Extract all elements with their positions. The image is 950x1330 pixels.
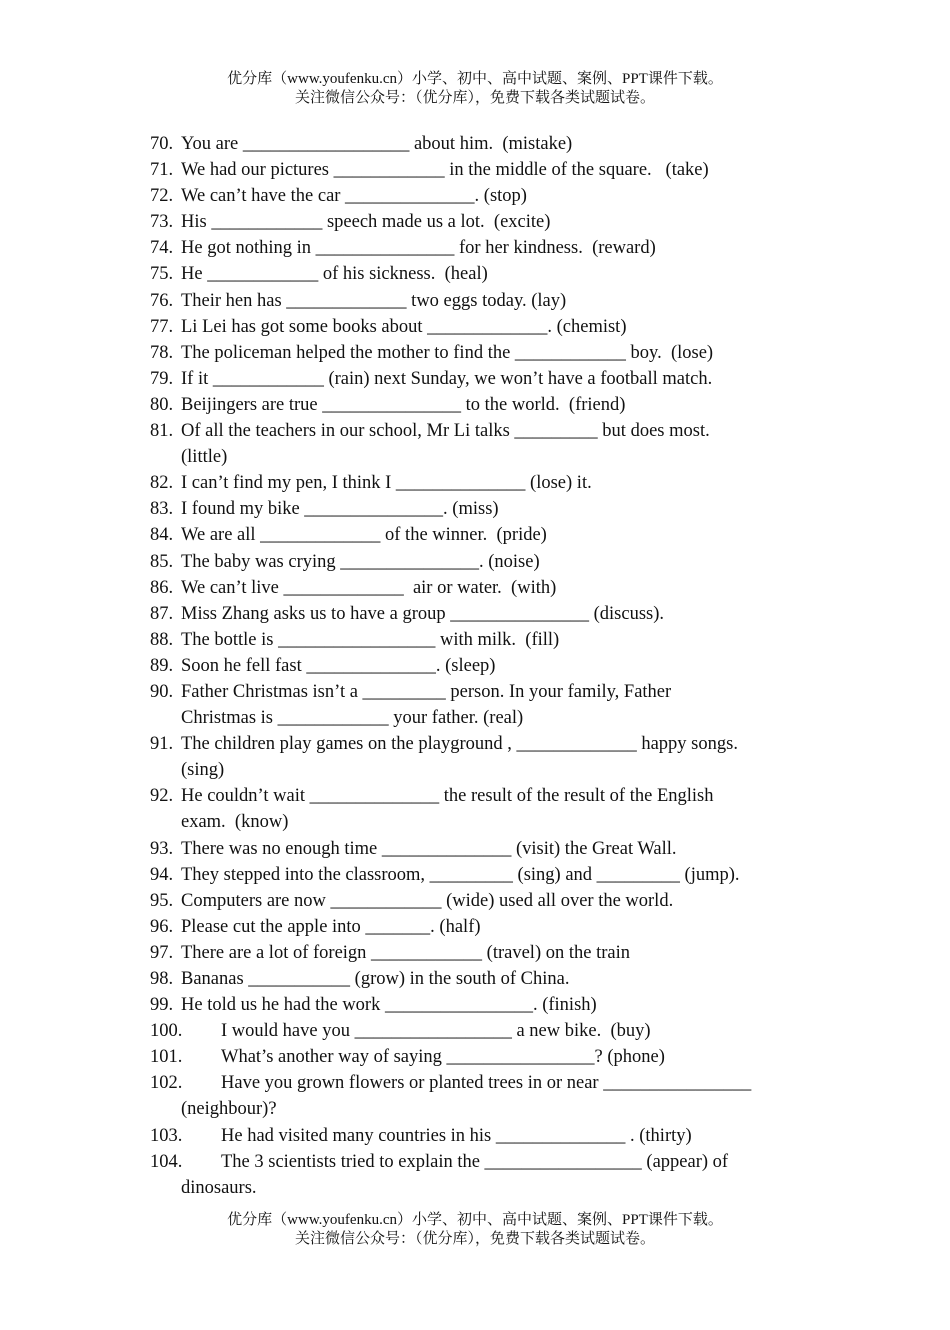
question-item — [150, 783, 799, 835]
question-number: 86. — [150, 577, 174, 598]
question-item — [150, 836, 799, 862]
question-number: 73. — [150, 212, 174, 233]
question-item — [150, 1123, 799, 1149]
question-item — [150, 601, 799, 627]
question-item — [150, 157, 799, 183]
question-number: 87. — [150, 603, 174, 624]
question-number: 84. — [150, 525, 174, 546]
question-number: 72. — [150, 186, 174, 207]
question-item — [150, 418, 799, 470]
header-line-1: 优分库（www.youfenku.cn）小学、初中、高中试题、案例、PPT课件下载。 — [227, 71, 723, 87]
question-item — [150, 209, 799, 235]
question-text: The baby was crying _______________. (noise) — [181, 551, 540, 572]
question-number: 95. — [150, 890, 174, 911]
question-text-continued: Christmas is ____________ your father. (real) — [181, 708, 524, 729]
question-text-continued: (little) — [181, 447, 228, 468]
question-number: 71. — [150, 160, 174, 181]
question-item — [150, 575, 799, 601]
question-number: 90. — [150, 681, 174, 702]
question-number: 99. — [150, 995, 174, 1016]
question-text-continued: (sing) — [181, 760, 225, 781]
question-item — [150, 653, 799, 679]
question-text: What’s another way of saying ________________? (phone) — [221, 1047, 665, 1068]
question-number: 76. — [150, 290, 174, 311]
question-item — [150, 131, 799, 157]
question-number: 74. — [150, 238, 174, 259]
question-text: His ____________ speech made us a lot. (excite) — [181, 212, 551, 233]
footer-line-2: 关注微信公众号：（优分库），免费下载各类试题试卷。 — [294, 1231, 655, 1247]
question-number: 93. — [150, 838, 174, 859]
question-item — [150, 470, 799, 496]
question-number: 79. — [150, 368, 174, 389]
question-number: 82. — [150, 473, 174, 494]
question-text: Their hen has _____________ two eggs today. (lay) — [181, 290, 567, 311]
question-text: The policeman helped the mother to find the ____________ boy. (lose) — [181, 342, 714, 363]
page-header — [0, 70, 950, 108]
question-text: Bananas ___________ (grow) in the south of China. — [181, 969, 570, 989]
question-item — [150, 314, 799, 340]
question-item — [150, 549, 799, 575]
question-number: 101. — [150, 1047, 183, 1068]
question-text: If it ____________ (rain) next Sunday, we won’t have a football match. — [181, 368, 713, 389]
footer-line-1: 优分库（www.youfenku.cn）小学、初中、高中试题、案例、PPT课件下载。 — [227, 1212, 723, 1228]
question-text: Soon he fell fast ______________. (sleep) — [181, 655, 496, 676]
question-number: 97. — [150, 942, 174, 963]
question-text: The children play games on the playground , _____________ happy songs. — [181, 734, 738, 755]
question-item — [150, 940, 799, 966]
question-text: Computers are now ____________ (wide) used all over the world. — [181, 890, 674, 911]
question-item — [150, 992, 799, 1018]
question-number: 80. — [150, 394, 174, 415]
question-item — [150, 966, 799, 992]
question-text: We are all _____________ of the winner. (pride) — [181, 525, 547, 546]
header-line-2: 关注微信公众号：（优分库），免费下载各类试题试卷。 — [294, 90, 655, 106]
question-text: He couldn’t wait ______________ the result of the result of the English — [181, 786, 714, 807]
question-number: 85. — [150, 551, 174, 572]
question-number: 88. — [150, 629, 174, 650]
question-text: There was no enough time ______________ (visit) the Great Wall. — [181, 838, 677, 859]
question-item — [150, 392, 799, 418]
question-number: 81. — [150, 421, 174, 442]
question-text: Father Christmas isn’t a _________ person. In your family, Father — [181, 681, 672, 702]
question-text: We had our pictures ____________ in the middle of the square. (take) — [181, 160, 709, 181]
question-item — [150, 1070, 799, 1122]
question-item — [150, 888, 799, 914]
question-text: The 3 scientists tried to explain the _________________ (appear) of — [221, 1151, 729, 1172]
question-text: There are a lot of foreign ____________ (travel) on the train — [181, 942, 630, 963]
question-number: 70. — [150, 134, 174, 154]
question-item — [150, 340, 799, 366]
question-item — [150, 522, 799, 548]
question-text: Beijingers are true _______________ to the world. (friend) — [181, 394, 626, 415]
question-number: 83. — [150, 499, 174, 520]
question-number: 104. — [150, 1151, 183, 1172]
question-item — [150, 679, 799, 731]
question-text: They stepped into the classroom, _________ (sing) and _________ (jump). — [181, 864, 740, 885]
question-item — [150, 496, 799, 522]
question-number: 75. — [150, 264, 174, 285]
question-text-continued: dinosaurs. — [181, 1177, 257, 1198]
question-item — [150, 366, 799, 392]
question-number: 92. — [150, 786, 174, 807]
question-item — [150, 1018, 799, 1044]
question-number: 78. — [150, 342, 174, 363]
question-text: Li Lei has got some books about _____________. (chemist) — [181, 316, 627, 337]
question-item — [150, 1149, 799, 1201]
question-text: Miss Zhang asks us to have a group _______________ (discuss). — [181, 603, 665, 624]
question-text: I can’t find my pen, I think I ______________ (lose) it. — [181, 473, 592, 494]
question-text: The bottle is _________________ with milk. (fill) — [181, 629, 560, 650]
question-text: Have you grown flowers or planted trees in or near ________________ — [221, 1073, 752, 1094]
question-text: He had visited many countries in his ______________ . (thirty) — [221, 1125, 692, 1146]
question-number: 102. — [150, 1073, 183, 1094]
question-number: 103. — [150, 1125, 183, 1146]
question-text: He ____________ of his sickness. (heal) — [181, 264, 488, 285]
question-item — [150, 862, 799, 888]
question-list — [150, 131, 799, 1201]
question-number: 98. — [150, 969, 174, 989]
question-text: He told us he had the work ________________. (finish) — [181, 995, 597, 1016]
question-text: He got nothing in _______________ for her kindness. (reward) — [181, 238, 656, 259]
question-item — [150, 731, 799, 783]
question-number: 89. — [150, 655, 174, 676]
question-number: 96. — [150, 916, 174, 937]
page-footer — [0, 1211, 950, 1249]
question-text: You are __________________ about him. (mistake) — [181, 134, 573, 154]
question-text-continued: exam. (know) — [181, 812, 289, 833]
question-number: 94. — [150, 864, 174, 885]
question-item — [150, 627, 799, 653]
question-text: I would have you _________________ a new bike. (buy) — [221, 1021, 651, 1042]
question-text: Of all the teachers in our school, Mr Li talks _________ but does most. — [181, 421, 710, 442]
question-number: 77. — [150, 316, 174, 337]
question-text: We can’t live _____________ air or water. (with) — [181, 577, 557, 598]
question-text: Please cut the apple into _______. (half) — [181, 916, 481, 937]
question-item — [150, 1044, 799, 1070]
question-number: 91. — [150, 734, 174, 755]
question-item — [150, 235, 799, 261]
question-item — [150, 261, 799, 287]
question-text-continued: (neighbour)? — [181, 1099, 277, 1120]
question-item — [150, 183, 799, 209]
question-text: We can’t have the car ______________. (stop) — [181, 186, 527, 207]
question-item — [150, 914, 799, 940]
question-number: 100. — [150, 1021, 183, 1042]
question-item — [150, 288, 799, 314]
question-text: I found my bike _______________. (miss) — [181, 499, 499, 520]
